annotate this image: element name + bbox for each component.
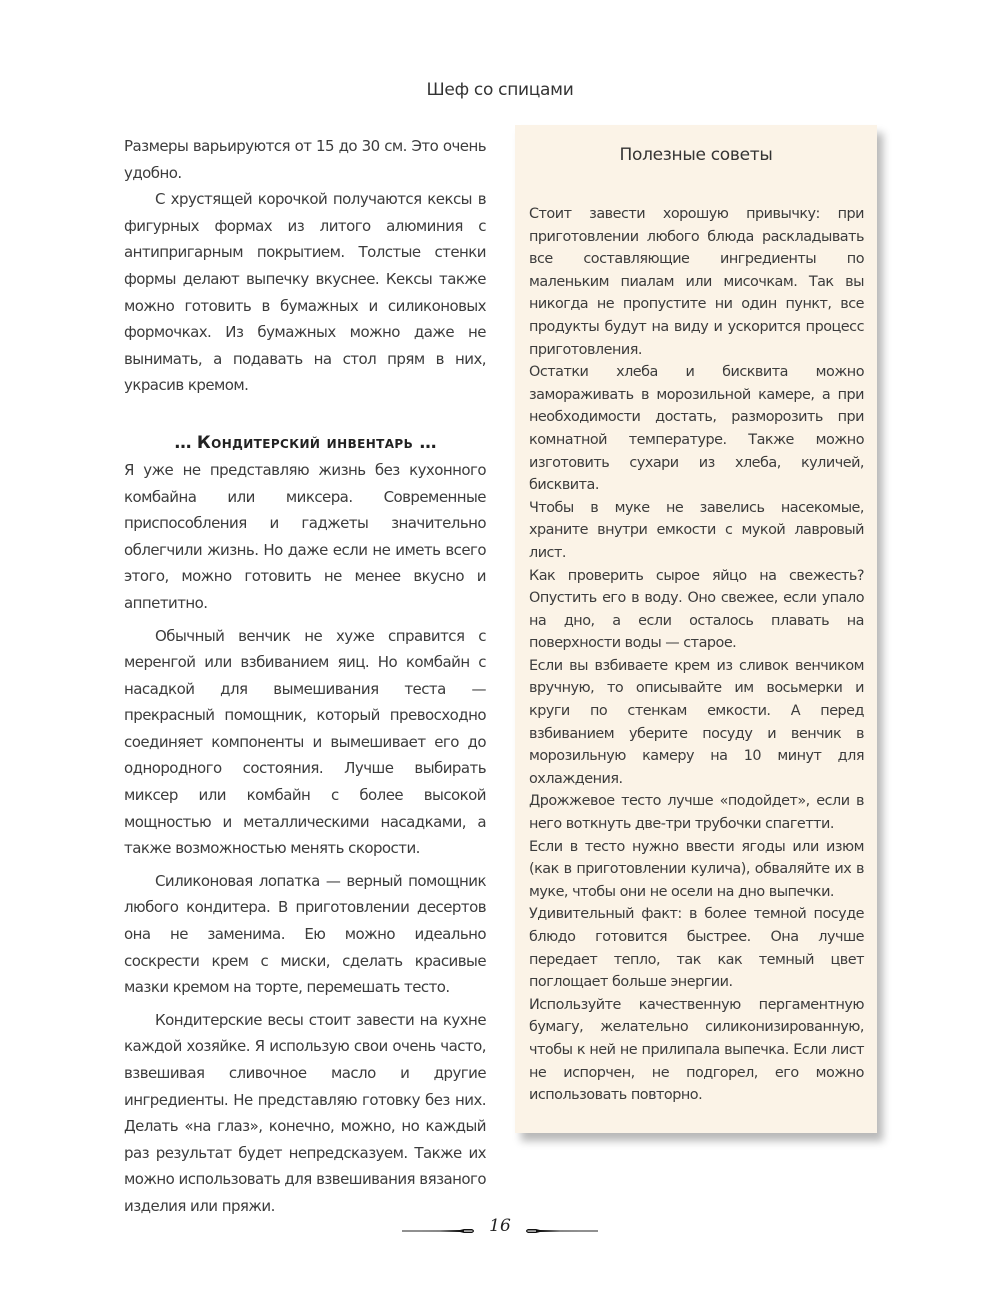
tip-item: Как проверить сырое яйцо на свежесть? Опустить его в воду. Оно свежее, если упало на дно, а если осталось плавать на поверхности воды — старое. [529,567,864,652]
tip-item: Удивительный факт: в более темной посуде блюдо готовится быстрее. Она лучше передает тепло, так как темный цвет поглощает больше энергии. [529,906,864,991]
tip-item: Используйте качественную пергаментную бумагу, желательно силиконизированную, чтобы к ней не прилипала выпечка. Если лист не испорчен, не подгорел, его можно использовать повторно. [529,996,864,1104]
section-heading-text: Кондитерский инвентарь [196,432,414,453]
tip-item: Если вы взбиваете крем из сливок венчиком вручную, то описывайте им восьмерки и круги по стенкам емкости. А перед взбиванием уберите посуду и венчик в морозильную камеру на 10 минут для охлаждения. [529,657,864,787]
body-paragraph: Силиконовая лопатка — верный помощник любого кондитера. В приготовлении десертов она не заменима. Ею можно идеально соскрести крем с миски, сделать красивые мазки кремом на торте, перемешать тесто. [124,871,486,997]
heading-dots-right: … [419,432,436,453]
body-paragraph: Размеры варьируются от 15 до 30 см. Это очень удобно. [124,137,486,182]
useful-tips-sidebar [515,125,877,1133]
section-heading [124,429,486,457]
heading-dots-left: … [174,432,191,453]
main-text-column [124,133,486,1220]
body-paragraph: Обычный венчик не хуже справится с меренгой или взбиванием яиц. Но комбайн с насадкой для вымешивания теста — прекрасный помощник, который превосходно соединяет компоненты и вымешивает его до однородного состояния. Лучше выбирать миксер или комбайн с более высокой мощностью и металлическими насадками, а также возможностью менять скорости. [124,626,486,858]
tip-item: Остатки хлеба и бисквита можно замораживать в морозильной камере, а при необходимости достать, разморозить при комнатной температуре. Также можно изготовить сухари из хлеба, куличей, бисквита. [529,364,864,494]
knitting-needle-ornament-left-icon [402,1222,478,1241]
body-paragraph: С хрустящей корочкой получаются кексы в фигурных формах из литого алюминия с антипригарным покрытием. Толстые стенки формы делают выпечку вкуснее. Кексы также можно готовить в бумажных и силиконовых формочках. Из бумажных можно даже не вынимать, а подавать на стол прям в них, украсив кремом. [124,190,486,395]
tips-title: Полезные советы [619,145,773,165]
tip-item: Дрожжевое тесто лучше «подойдет», если в него воткнуть две-три трубочки спагетти. [529,793,864,833]
tip-item: Стоит завести хорошую привычку: при приготовлении любого блюда раскладывать все составляющие ингредиенты по маленьким пиалам или мисочкам. Так вы никогда не пропустите ни один пункт, все продукты будут на виду и ускорится процесс приготовления. [529,206,864,358]
knitting-needle-ornament-right-icon [522,1222,598,1241]
running-head-title: Шеф со спицами [426,80,574,100]
tip-item: Если в тесто нужно ввести ягоды или изюм (как в приготовлении кулича), обваляйте их в муке, чтобы они не осели на дно выпечки. [529,838,864,900]
tips-list [529,203,864,1107]
page-number: 16 [489,1216,511,1236]
body-paragraph: Я уже не представляю жизнь без кухонного комбайна или миксера. Современные приспособления и гаджеты значительно облегчили жизнь. Но даже если не иметь всего этого, можно готовить не менее вкусно и аппетитно. [124,460,486,612]
page-footer [0,1216,1000,1246]
tip-item: Чтобы в муке не завелись насекомые, храните внутри емкости с мукой лавровый лист. [529,499,864,561]
body-paragraph: Кондитерские весы стоит завести на кухне каждой хозяйке. Я использую свои очень часто, взвешивая сливочное масло и другие ингредиенты. Не представляю готовку без них. Делать «на глаз», конечно, можно, но каждый раз результат будет непредсказуем. Также их можно использовать для взвешивания вязаного изделия или пряжи. [124,1010,486,1215]
